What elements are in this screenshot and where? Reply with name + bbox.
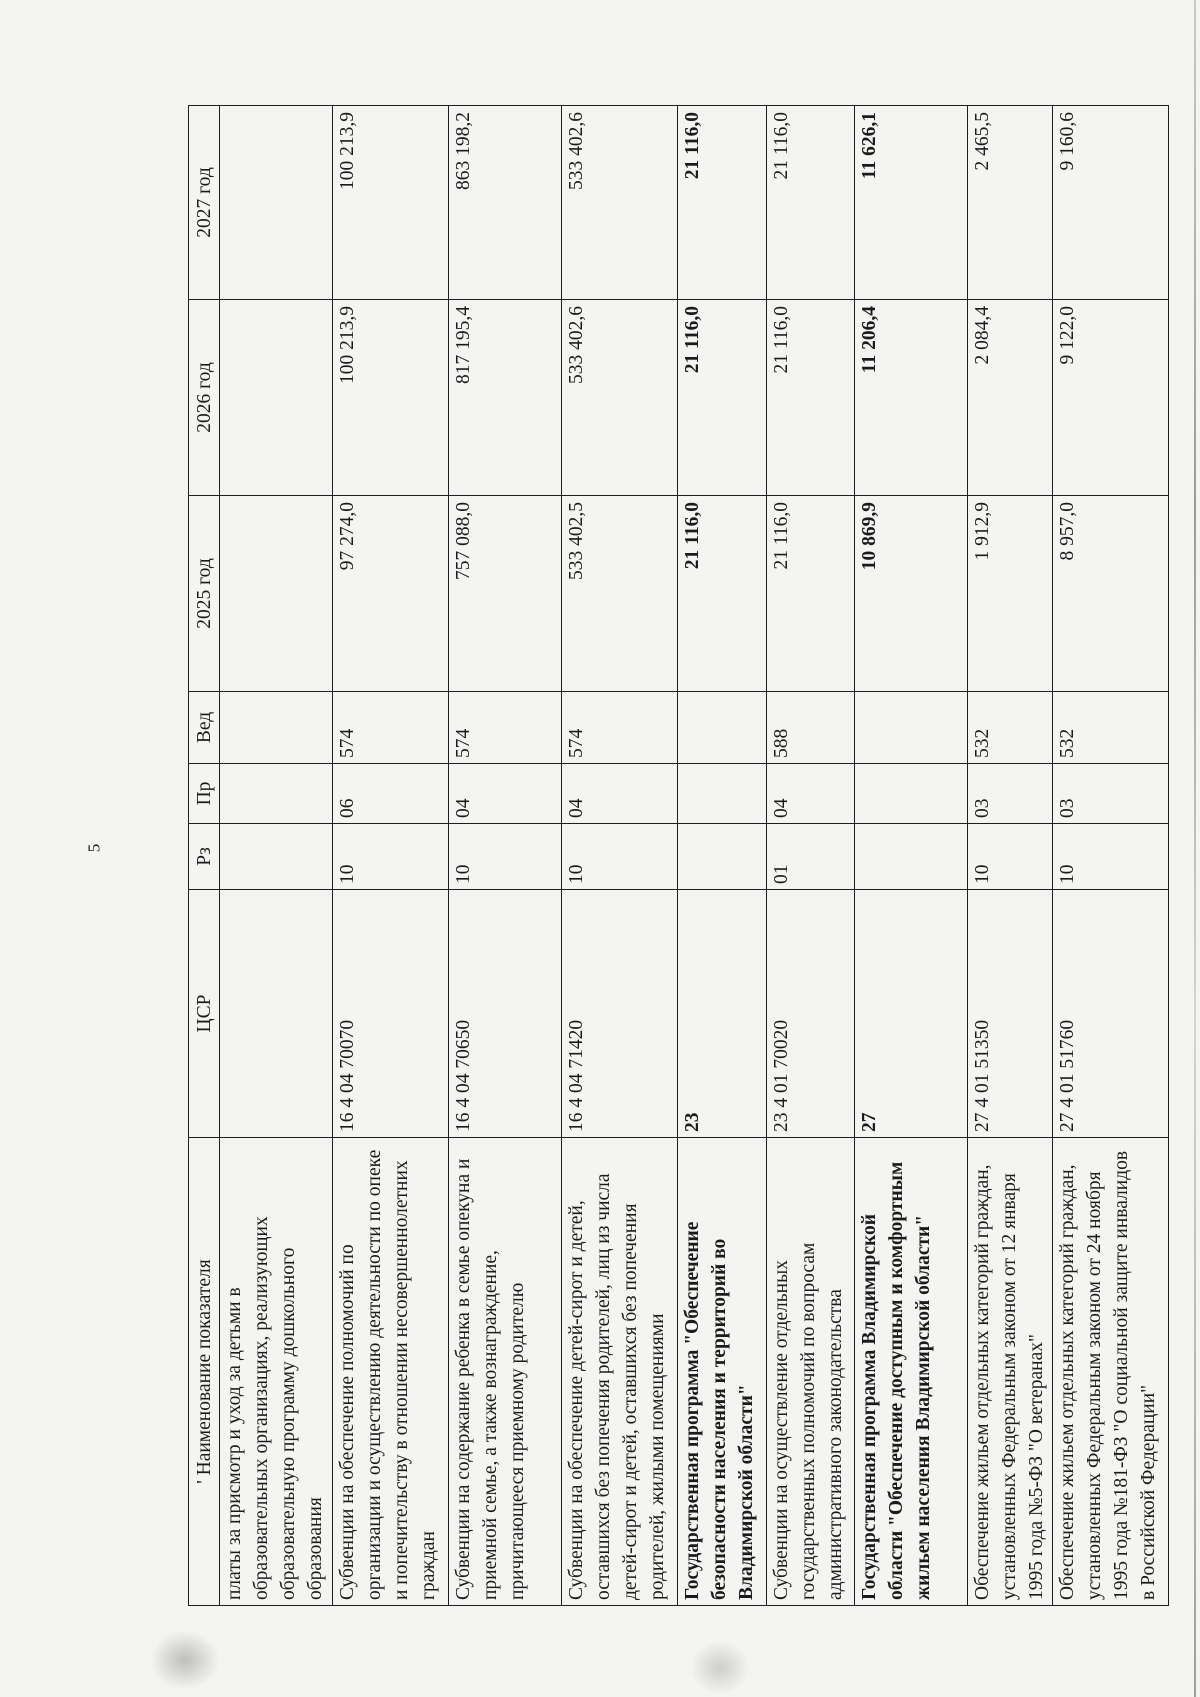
- cell-name: Субвенции на осуществление отдельных государственных полномочий по вопросам административного законодательства: [767, 1138, 855, 1606]
- cell-name: Государственная программа "Обеспечение безопасности населения и территорий во Владимирской области": [678, 1138, 767, 1606]
- cell-name: Обеспечение жильем отдельных категорий граждан, установленных Федеральным законом от 12 января 1995 года №5-ФЗ "О ветеранах": [968, 1138, 1053, 1606]
- cell-name: Обеспечение жильем отдельных категорий граждан, установленных Федеральным законом от 24 ноября 1995 года №181-ФЗ "О социальной защите инвалидов в Российской Федерации": [1053, 1138, 1169, 1606]
- cell-name: Субвенции на обеспечение детей-сирот и детей, оставшихся без попечения родителей, лиц из числа детей-сирот и детей, оставшихся без попечения родителей, жилыми помещениями: [562, 1138, 678, 1606]
- cell-pr: 04: [562, 764, 678, 824]
- cell-pr: 04: [449, 764, 562, 824]
- header-2027: 2027 год: [189, 106, 220, 300]
- cell-pr: 03: [1053, 764, 1169, 824]
- cell-2027: 11 626,1: [855, 106, 968, 300]
- rotated-page-content: [188, 106, 1159, 1606]
- cell-pr: 04: [767, 764, 855, 824]
- cell-2025: 1 912,9: [968, 496, 1053, 692]
- cell-rz: 10: [968, 824, 1053, 890]
- header-2025: 2025 год: [189, 496, 220, 692]
- cell-2027: 863 198,2: [449, 106, 562, 300]
- table-header-row: [189, 106, 220, 1606]
- header-ved: Вед: [189, 692, 220, 764]
- cell-pr: [678, 764, 767, 824]
- table-row: [968, 106, 1053, 1606]
- cell-name: платы за присмотр и уход за детьми в образовательных организациях, реализующих образовательную программу дошкольного образования: [220, 1138, 333, 1606]
- table-row: [562, 106, 678, 1606]
- cell-rz: [678, 824, 767, 890]
- cell-pr: 06: [333, 764, 449, 824]
- cell-rz: [855, 824, 968, 890]
- cell-2025: 10 869,9: [855, 496, 968, 692]
- cell-name: Государственная программа Владимирской области "Обеспечение доступным и комфортным жильем населения Владимирской области": [855, 1138, 968, 1606]
- cell-pr: [855, 764, 968, 824]
- table-row: [220, 106, 333, 1606]
- cell-ved: [855, 692, 968, 764]
- cell-name: Субвенции на обеспечение полномочий по организации и осуществлению деятельности по опеке и попечительству в отношении несовершеннолетних граждан: [333, 1138, 449, 1606]
- cell-rz: [220, 824, 333, 890]
- cell-2025: 757 088,0: [449, 496, 562, 692]
- cell-ved: [678, 692, 767, 764]
- table-row: [449, 106, 562, 1606]
- table-row: [855, 106, 968, 1606]
- cell-2027: 9 160,6: [1053, 106, 1169, 300]
- cell-rz: 10: [1053, 824, 1169, 890]
- cell-2025: 21 116,0: [678, 496, 767, 692]
- cell-2026: 9 122,0: [1053, 300, 1169, 496]
- cell-csr: 27: [855, 890, 968, 1138]
- cell-csr: 16 4 04 70070: [333, 890, 449, 1138]
- cell-ved: 574: [333, 692, 449, 764]
- cell-2025: 21 116,0: [767, 496, 855, 692]
- cell-ved: 574: [449, 692, 562, 764]
- cell-2025: 533 402,5: [562, 496, 678, 692]
- table-row: [1053, 106, 1169, 1606]
- cell-rz: 10: [562, 824, 678, 890]
- page-number: 5: [84, 843, 104, 853]
- cell-2026: 533 402,6: [562, 300, 678, 496]
- cell-name: Субвенции на содержание ребенка в семье опекуна и приемной семье, а также вознаграждение, причитающееся приемному родителю: [449, 1138, 562, 1606]
- cell-2027: 21 116,0: [767, 106, 855, 300]
- cell-csr: 27 4 01 51760: [1053, 890, 1169, 1138]
- scan-stain: [150, 1630, 220, 1690]
- cell-csr: [220, 890, 333, 1138]
- cell-2025: 97 274,0: [333, 496, 449, 692]
- cell-ved: 532: [968, 692, 1053, 764]
- cell-csr: 23 4 01 70020: [767, 890, 855, 1138]
- cell-ved: 588: [767, 692, 855, 764]
- cell-rz: 01: [767, 824, 855, 890]
- cell-2026: 21 116,0: [678, 300, 767, 496]
- cell-2026: [220, 300, 333, 496]
- cell-ved: 532: [1053, 692, 1169, 764]
- cell-2025: [220, 496, 333, 692]
- cell-ved: [220, 692, 333, 764]
- cell-2027: 2 465,5: [968, 106, 1053, 300]
- table-row: [333, 106, 449, 1606]
- header-2026: 2026 год: [189, 300, 220, 496]
- cell-rz: 10: [333, 824, 449, 890]
- header-pr: Пр: [189, 764, 220, 824]
- budget-table: [188, 105, 1169, 1606]
- cell-2026: 21 116,0: [767, 300, 855, 496]
- cell-pr: [220, 764, 333, 824]
- cell-2027: [220, 106, 333, 300]
- cell-csr: 27 4 01 51350: [968, 890, 1053, 1138]
- cell-rz: 10: [449, 824, 562, 890]
- cell-2025: 8 957,0: [1053, 496, 1169, 692]
- cell-2027: 533 402,6: [562, 106, 678, 300]
- cell-csr: 16 4 04 71420: [562, 890, 678, 1138]
- scan-edge: [1194, 0, 1196, 1697]
- cell-2027: 21 116,0: [678, 106, 767, 300]
- cell-ved: 574: [562, 692, 678, 764]
- cell-2026: 2 084,4: [968, 300, 1053, 496]
- scan-stain: [690, 1640, 750, 1695]
- cell-2026: 11 206,4: [855, 300, 968, 496]
- header-csr: ЦСР: [189, 890, 220, 1138]
- cell-2027: 100 213,9: [333, 106, 449, 300]
- cell-pr: 03: [968, 764, 1053, 824]
- cell-csr: 23: [678, 890, 767, 1138]
- cell-2026: 817 195,4: [449, 300, 562, 496]
- table-row: [678, 106, 767, 1606]
- cell-2026: 100 213,9: [333, 300, 449, 496]
- cell-csr: 16 4 04 70650: [449, 890, 562, 1138]
- header-name: ' Наименование показателя: [189, 1138, 220, 1606]
- header-rz: Рз: [189, 824, 220, 890]
- table-row: [767, 106, 855, 1606]
